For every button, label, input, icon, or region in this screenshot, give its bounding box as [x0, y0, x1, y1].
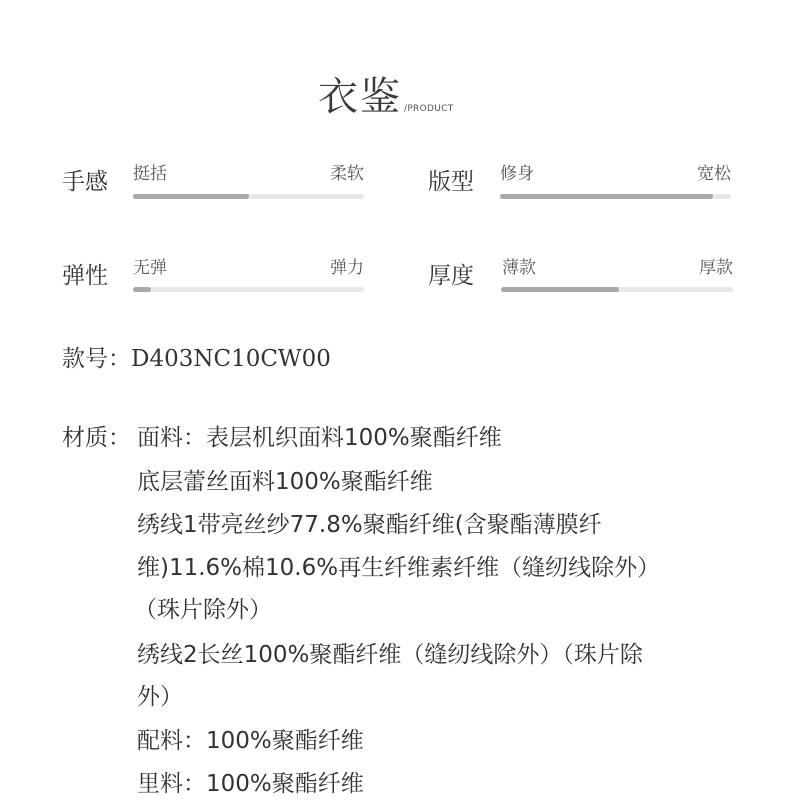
style-number-value: D403NC10CW00 — [131, 346, 331, 372]
level-fill — [500, 194, 713, 199]
attr-left-text: 挺括 — [133, 164, 167, 184]
level-fill — [501, 287, 619, 292]
attr-label: 手感 — [62, 169, 108, 195]
material-line: 配料：100%聚酯纤维 — [137, 728, 364, 754]
attr-right-text: 柔软 — [330, 164, 364, 184]
material-line: 面料：表层机织面料100%聚酯纤维 — [137, 425, 502, 451]
level-fill — [133, 287, 151, 292]
level-track — [133, 287, 364, 292]
attr-fit — [428, 163, 731, 223]
material-line: 底层蕾丝面料100%聚酯纤维 — [137, 469, 433, 495]
title — [318, 70, 454, 120]
attr-elasticity — [62, 257, 364, 317]
style-number-label: 款号： — [62, 346, 131, 372]
title-main: 衣鉴 — [318, 74, 402, 120]
title-sub: /PRODUCT — [404, 104, 454, 114]
level-track — [133, 194, 364, 199]
level-track — [500, 194, 731, 199]
material-line: 外） — [137, 684, 183, 710]
attr-hand-feel — [62, 163, 364, 223]
attr-thickness — [428, 257, 733, 317]
material-line: 绣线2长丝100%聚酯纤维（缝纫线除外）（珠片除 — [137, 642, 643, 668]
attr-right-text: 弹力 — [330, 258, 364, 278]
material-line: （珠片除外） — [134, 597, 272, 623]
style-number — [62, 344, 331, 374]
attr-left-text: 薄款 — [502, 258, 536, 278]
attr-label: 厚度 — [428, 263, 474, 289]
material-line: 维)11.6%棉10.6%再生纤维素纤维（缝纫线除外） — [137, 555, 661, 581]
material-line: 里料：100%聚酯纤维 — [137, 771, 364, 797]
attr-left-text: 无弹 — [133, 258, 167, 278]
level-fill — [133, 194, 249, 199]
material-line: 绣线1带亮丝纱77.8%聚酯纤维(含聚酯薄膜纤 — [137, 512, 602, 538]
attr-right-text: 宽松 — [697, 164, 731, 184]
material-label: 材质： — [62, 425, 131, 451]
level-track — [501, 287, 733, 292]
attr-label: 弹性 — [62, 263, 108, 289]
attr-right-text: 厚款 — [699, 258, 733, 278]
attr-label: 版型 — [428, 169, 474, 195]
attr-left-text: 修身 — [500, 164, 534, 184]
